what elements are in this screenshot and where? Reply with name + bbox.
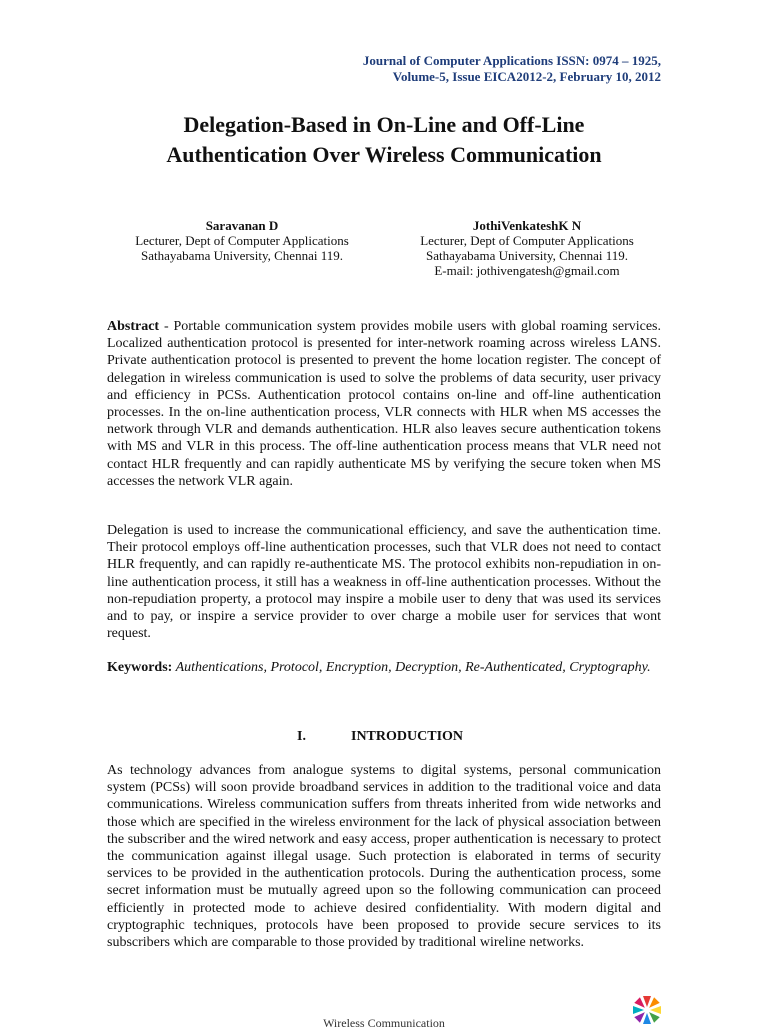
journal-issn-line: Journal of Computer Applications ISSN: 0974 – 1925, — [362, 53, 661, 68]
abstract-label: Abstract — [107, 319, 160, 334]
author-block-1 — [107, 218, 377, 263]
author-affiliation: Lecturer, Dept of Computer Applications — [135, 233, 349, 248]
logo-petal — [643, 996, 651, 1007]
keywords-list: Authentications, Protocol, Encryption, Decryption, Re-Authenticated, Cryptography. — [172, 660, 651, 675]
logo-petal — [650, 1006, 661, 1014]
abstract-text: - Portable communication system provides mobile users with global roaming services. Localized authentication protocol is presented for inter-network roaming across wireless LANS. Private authentication protocol is presented to prevent the home location register. The concept of delegation in wireless communication is used to solve the problems of data security, user privacy and efficiency in PCSs. Authentication protocol contains on-line and off-line authentication processes. In the on-line authentication process, VLR connects with HLR when MS accesses the network through VLR and demands authentication. HLR also leaves secure authentication tokens with MS and VLR in this process. The off-line authentication process means that VLR need not contact HLR frequently and can rapidly authenticate MS by verifying the secure token when MS accesses the network VLR again. — [107, 319, 661, 489]
author-university: Sathayabama University, Chennai 119. — [426, 248, 628, 263]
author-university: Sathayabama University, Chennai 119. — [141, 248, 343, 263]
paper-title — [0, 110, 768, 170]
section-title: INTRODUCTION — [351, 729, 464, 744]
section-number: I. — [297, 729, 306, 744]
author-name: Saravanan D — [205, 218, 279, 233]
author-block-2 — [392, 218, 662, 278]
abstract-paragraph — [107, 318, 661, 490]
author-affiliation: Lecturer, Dept of Computer Applications — [420, 233, 634, 248]
footer-running-title: Wireless Communication — [323, 1016, 445, 1030]
logo-petal — [633, 1006, 644, 1014]
journal-header — [363, 53, 661, 85]
author-email: E-mail: jothivengatesh@gmail.com — [434, 263, 620, 278]
paper-title-line-1: Delegation-Based in On-Line and Off-Line — [183, 112, 585, 137]
keywords-paragraph — [107, 659, 661, 676]
author-name: JothiVenkateshK N — [472, 218, 582, 233]
introduction-paragraph: As technology advances from analogue systems to digital systems, personal communication system (PCSs) will soon provide broadband services in addition to the traditional voice and data communications. Wireless communication suffers from threats inherited from wide networks and those which are specified in the wireless environment for the lack of physical association between the subscriber and the wired network and easy access, proper authentication is necessary to protect the communication against illegal usage. Such protection is elaborated in terms of security services to be provided in the authentication protocols. During the authentication process, some secret information must be mutually agreed upon so the following communication can proceed efficiently in protected mode to achieve desired confidentiality. With modern digital and cryptographic techniques, protocols have been proposed to provide secure services to its subscribers which are comparable to those provided by traditional wireline networks. — [107, 763, 661, 951]
abstract-paragraph-2: Delegation is used to increase the communicational efficiency, and save the authentication time. Their protocol employs off-line authentication processes, such that VLR does not need to contact HLR frequently, and can rapidly re-authenticate MS. The protocol exhibits non-repudiation in on-line authentication process, it still has a weakness in off-line authentication processes. Without the non-repudiation property, a protocol may inspire a mobile user to deny that was used its services and to pay, or inspire a service provider to over charge a mobile user for services that wont request. — [107, 523, 661, 642]
keywords-label: Keywords: — [107, 660, 173, 675]
paper-title-line-2: Authentication Over Wireless Communication — [166, 142, 602, 167]
journal-volume-line: Volume-5, Issue EICA2012-2, February 10, 2012 — [392, 69, 661, 84]
